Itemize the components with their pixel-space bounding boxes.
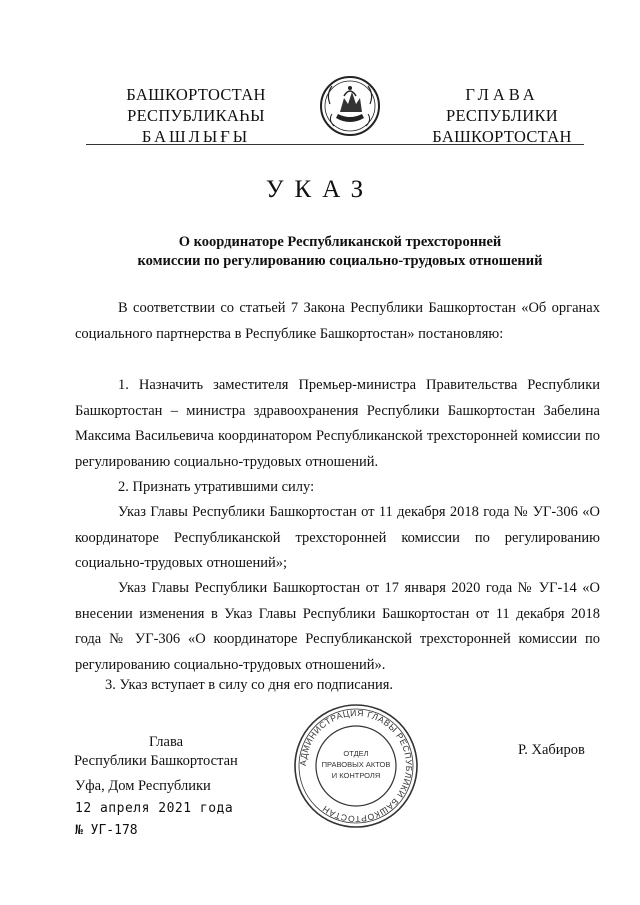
bashkortostan-coat-of-arms-icon bbox=[318, 74, 382, 138]
signatory-position-line-2: Республики Башкортостан bbox=[74, 753, 238, 769]
signing-date: 12 апреля 2021 года bbox=[75, 801, 234, 816]
header-left-line-1: БАШКОРТОСТАН bbox=[126, 85, 266, 104]
stamp-outer-text: АДМИНИСТРАЦИЯ ГЛАВЫ РЕСПУБЛИКИ БАШКОРТОСТАН bbox=[297, 707, 415, 825]
stamp-center-line-3: И КОНТРОЛЯ bbox=[331, 771, 381, 780]
signatory-position-line-1: Глава bbox=[149, 734, 184, 750]
item-3-paragraph: 3. Указ вступает в силу со дня его подписания. bbox=[105, 677, 394, 693]
signing-place: Уфа, Дом Республики bbox=[75, 778, 211, 794]
stamp-center-line-2: ПРАВОВЫХ АКТОВ bbox=[321, 760, 391, 769]
header-right-line-2: РЕСПУБЛИКИ bbox=[446, 106, 558, 125]
header-left-bashkir bbox=[112, 84, 280, 147]
header-left-line-3: БАШЛЫҒЫ bbox=[141, 127, 251, 146]
subject-line-1: О координаторе Республиканской трехсторонней bbox=[178, 234, 502, 250]
subject-line-2: комиссии по регулированию социально-трудовых отношений bbox=[137, 253, 543, 269]
document-title: УКАЗ bbox=[265, 176, 375, 203]
item-2b-paragraph: Указ Главы Республики Башкортостан от 17 января 2020 года № УГ-14 «О внесении изменения в Указ Главы Республики Башкортостан от 11 декабря 2018 года № УГ-306 «О координаторе Республиканской трехсторонней комиссии по регулированию социально-трудовых отношений». bbox=[75, 580, 600, 673]
document-subject bbox=[80, 233, 600, 271]
header-right-line-1: ГЛАВА bbox=[465, 85, 539, 104]
item-2a-paragraph: Указ Главы Республики Башкортостан от 11 декабря 2018 года № УГ-306 «О координаторе Республиканской трехсторонней комиссии по регулированию социально-трудовых отношений»; bbox=[75, 504, 600, 571]
header-right-russian bbox=[418, 84, 586, 147]
signatory-name: Р. Хабиров bbox=[518, 742, 585, 758]
header-left-line-2: РЕСПУБЛИКАҺЫ bbox=[127, 106, 265, 125]
item-2-paragraph: 2. Признать утратившими силу: bbox=[118, 479, 315, 495]
preamble-paragraph: В соответствии со статьей 7 Закона Республики Башкортостан «Об органах социального партнерства в Республике Башкортостан» постановляю: bbox=[75, 300, 600, 342]
decree-number: № УГ-178 bbox=[75, 823, 138, 838]
signatory-position bbox=[74, 733, 254, 771]
header-divider bbox=[86, 144, 584, 145]
stamp-center-line-1: ОТДЕЛ bbox=[343, 749, 369, 758]
item-1-paragraph: 1. Назначить заместителя Премьер-министра Правительства Республики Башкортостан – министра здравоохранения Республики Башкортостан Забелина Максима Васильевича координатором Республиканской трехсторонней комиссии по регулированию социально-трудовых отношений. bbox=[75, 377, 600, 470]
official-stamp bbox=[292, 702, 420, 830]
header-right-line-3: БАШКОРТОСТАН bbox=[432, 127, 572, 146]
